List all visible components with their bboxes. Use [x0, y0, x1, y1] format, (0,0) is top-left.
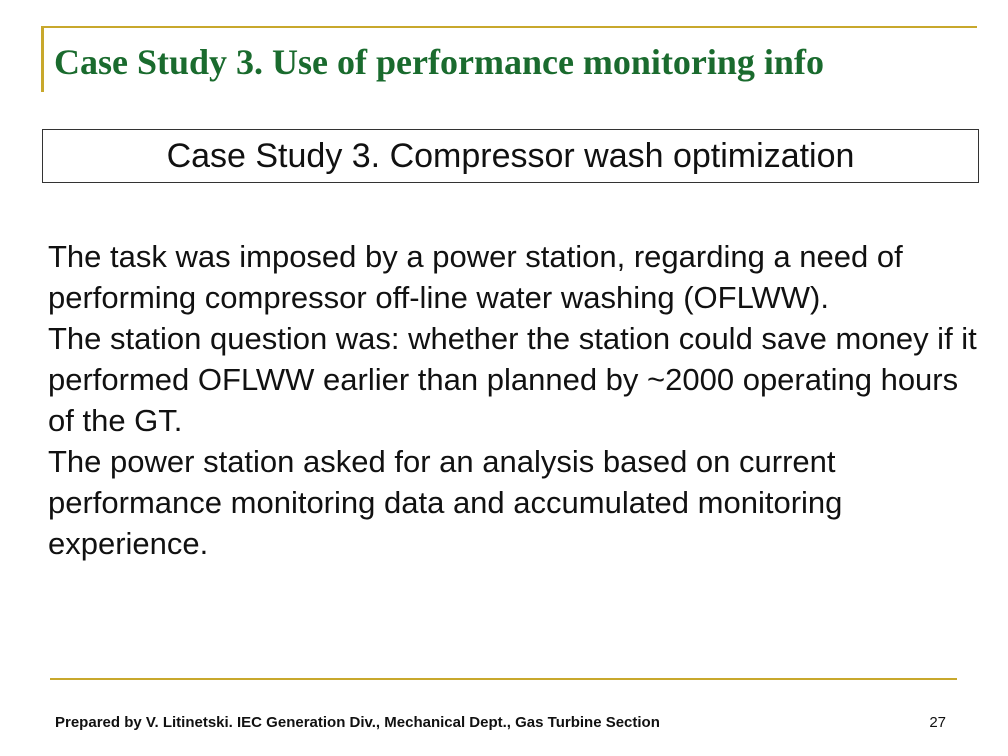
footer-credit: Prepared by V. Litinetski. IEC Generation Div., Mechanical Dept., Gas Turbine Section [55, 714, 660, 731]
bottom-accent-rule [50, 678, 957, 680]
top-accent-rule [41, 26, 977, 28]
page-number: 27 [929, 714, 946, 731]
subtitle-text: Case Study 3. Compressor wash optimization [166, 137, 855, 175]
paragraph-2: The station question was: whether the station could save money if it performed OFLWW earlier than planned by ~2000 operating hours of the GT. [48, 321, 977, 438]
subtitle-box [42, 129, 979, 183]
paragraph-1: The task was imposed by a power station, regarding a need of performing compressor off-line water washing (OFLWW). [48, 239, 903, 315]
body-text [48, 236, 978, 564]
paragraph-3: The power station asked for an analysis based on current performance monitoring data and accumulated monitoring experience. [48, 444, 843, 561]
slide-title: Case Study 3. Use of performance monitoring info [54, 42, 824, 82]
left-accent-rule [41, 26, 44, 92]
